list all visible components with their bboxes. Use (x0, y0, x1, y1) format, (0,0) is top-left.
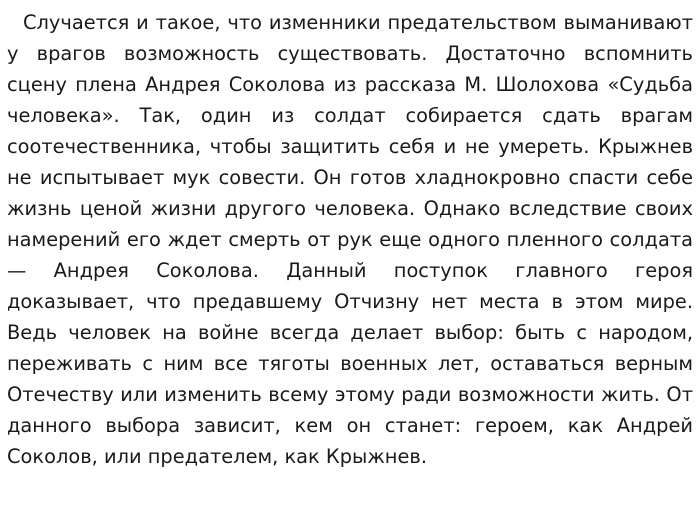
document-page (7, 7, 693, 472)
essay-paragraph: Случается и такое, что изменники предательством выманивают у врагов возможность существовать. Достаточно вспомнить сцену плена Андрея Соколова из рассказа М. Шолохова «Судьба человека». Так, один из солдат собирается сдать врагам соотечественника, чтобы защитить себя и не умереть. Крыжнев не испытывает мук совести. Он готов хладнокровно спасти себе жизнь ценой жизни другого человека. Однако вследствие своих намерений его ждет смерть от рук еще одного пленного солдата — Андрея Соколова. Данный поступок главного героя доказывает, что предавшему Отчизну нет места в этом мире. Ведь человек на войне всегда делает выбор: быть с народом, переживать с ним все тяготы военных лет, оставаться верным Отечеству или изменить всему этому ради возможности жить. От данного выбора зависит, кем он станет: героем, как Андрей Соколов, или предателем, как Крыжнев. (7, 11, 693, 468)
